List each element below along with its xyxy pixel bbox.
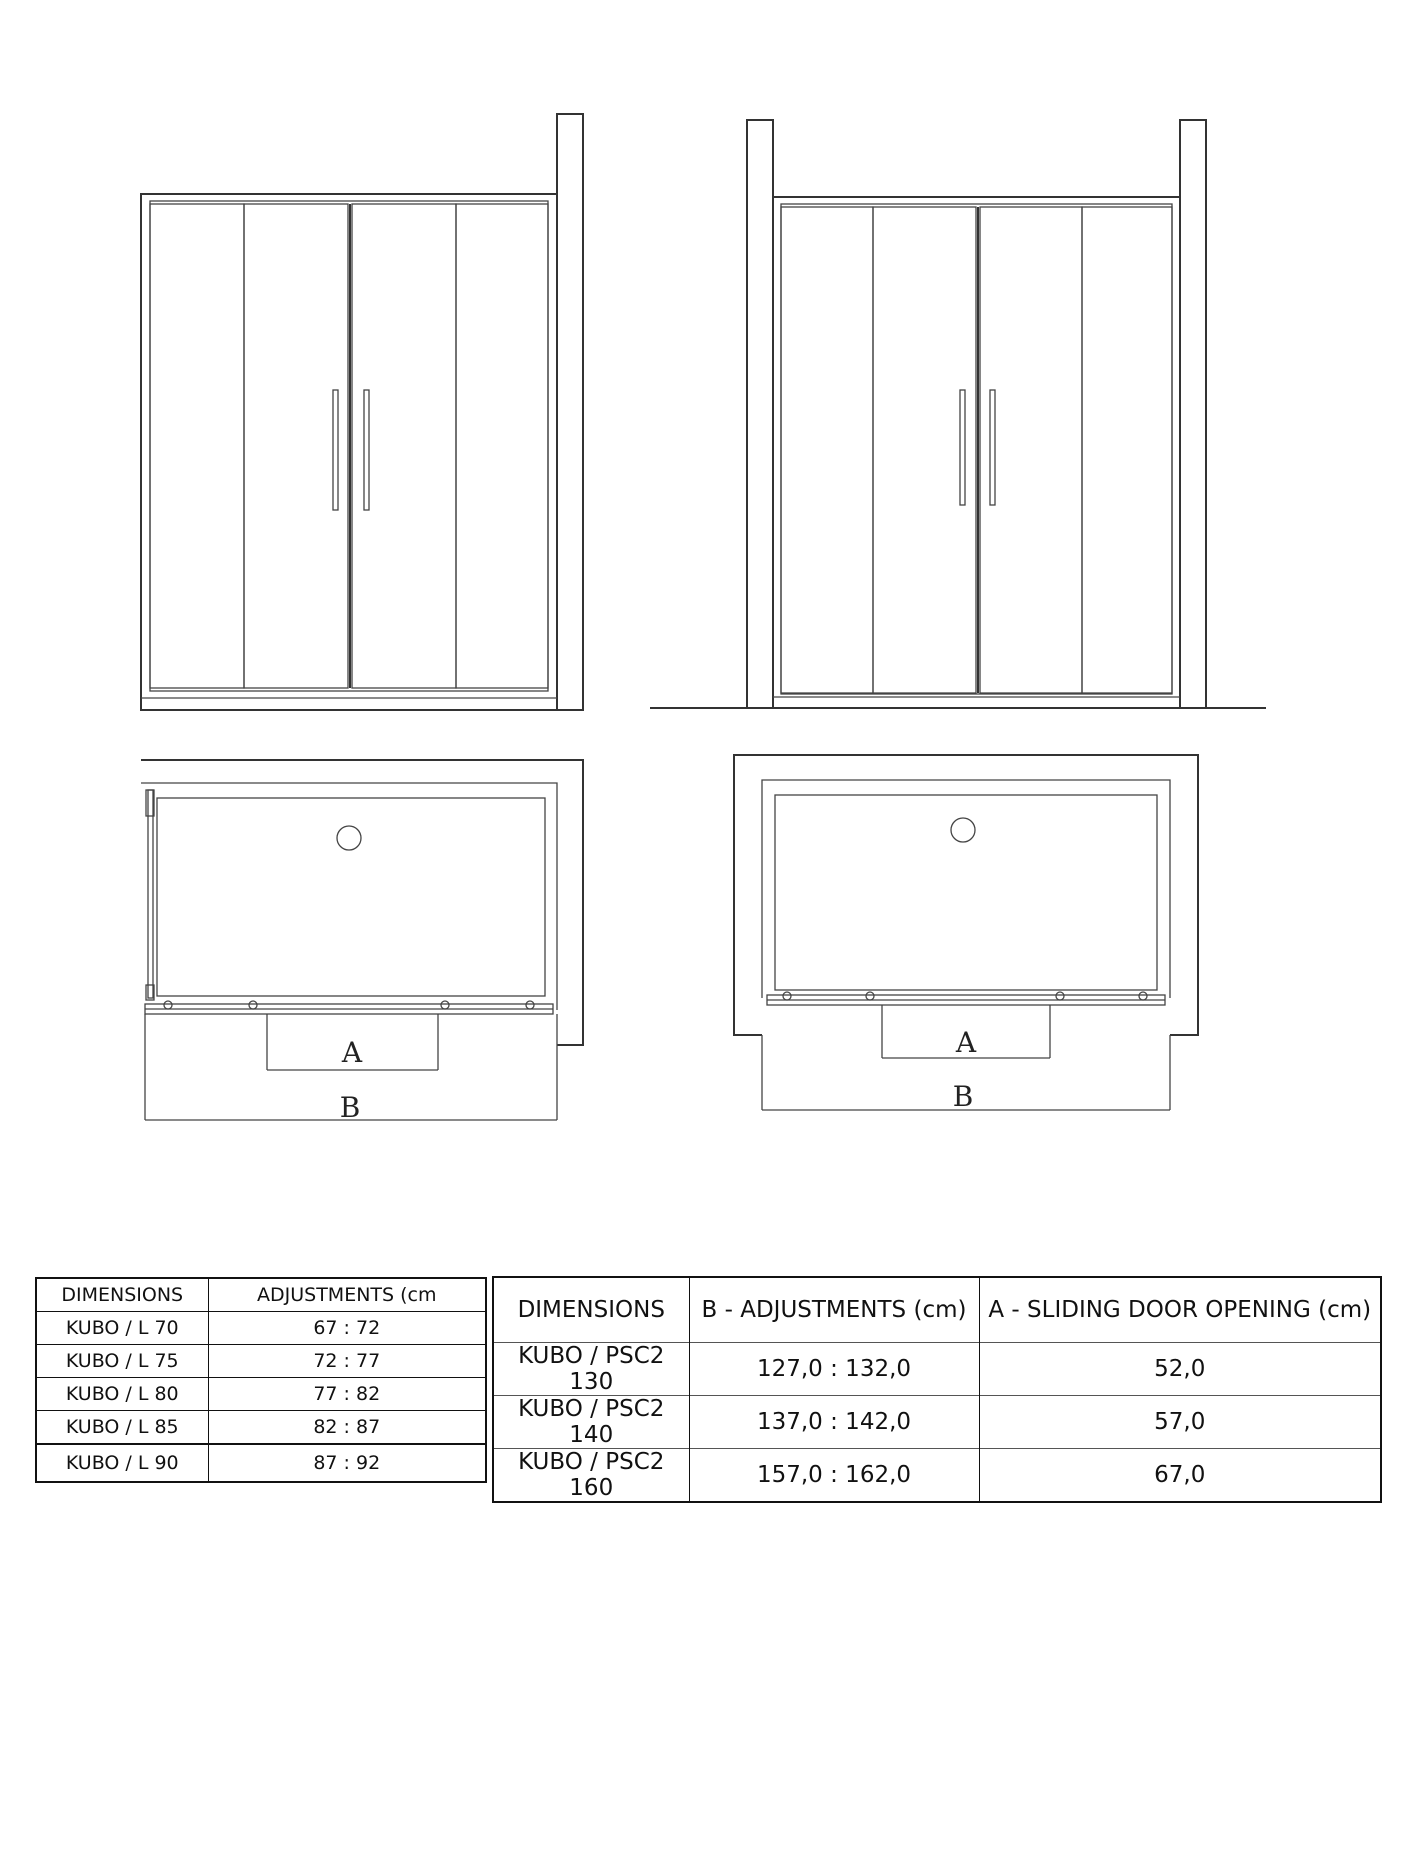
header-b-adjustments: B - ADJUSTMENTS (cm) (689, 1277, 979, 1343)
right-handle-1 (960, 390, 965, 505)
table-row (493, 1449, 1381, 1503)
table-header-row (493, 1277, 1381, 1343)
left-shower-tray (157, 798, 545, 996)
header-adjustments: ADJUSTMENTS (cm (208, 1278, 486, 1312)
right-panel-4 (1082, 207, 1172, 693)
adjustment-cell: 82 : 87 (208, 1411, 486, 1445)
left-panel-4 (456, 204, 548, 688)
opening-cell: 57,0 (979, 1396, 1381, 1449)
right-handle-2 (990, 390, 995, 505)
left-panel-1 (150, 204, 244, 688)
table-row (36, 1378, 486, 1411)
opening-cell: 52,0 (979, 1343, 1381, 1396)
right-panel-1 (781, 207, 873, 693)
adjustment-cell: 87 : 92 (208, 1444, 486, 1482)
header-a-sliding-door-opening: A - SLIDING DOOR OPENING (cm) (988, 1297, 1372, 1323)
adjustment-cell: 67 : 72 (208, 1312, 486, 1345)
dimension-b-label-right: B (952, 1080, 974, 1113)
left-handle-2 (364, 390, 369, 510)
right-drain-icon (951, 818, 975, 842)
dimensions-table-psc2 (492, 1276, 1382, 1503)
right-shower-tray (775, 795, 1157, 990)
opening-cell: 67,0 (979, 1449, 1381, 1503)
model-cell: KUBO / L 75 (36, 1345, 208, 1378)
adjustment-cell: 72 : 77 (208, 1345, 486, 1378)
model-cell: KUBO / L 80 (36, 1378, 208, 1411)
right-plan-view (734, 755, 1198, 1113)
table-row (493, 1396, 1381, 1449)
left-handle-1 (333, 390, 338, 510)
model-cell: KUBO / PSC2 130 (493, 1343, 689, 1396)
dimension-b-label-left: B (339, 1091, 361, 1124)
adjustment-cell: 137,0 : 142,0 (689, 1396, 979, 1449)
model-cell: KUBO / L 90 (36, 1444, 208, 1482)
left-plan-view (141, 760, 583, 1124)
table-header-row (36, 1278, 486, 1312)
left-drain-icon (337, 826, 361, 850)
left-front-elevation (141, 114, 583, 710)
table-row (36, 1312, 486, 1345)
left-panel-3 (352, 204, 456, 688)
right-wall-post-right (1180, 120, 1206, 708)
header-dimensions: DIMENSIONS (36, 1278, 208, 1312)
adjustment-cell: 127,0 : 132,0 (689, 1343, 979, 1396)
table-row (493, 1343, 1381, 1396)
right-front-elevation (650, 120, 1266, 708)
right-wall-post-left (747, 120, 773, 708)
dimension-a-label-left: A (341, 1036, 363, 1069)
model-cell: KUBO / PSC2 140 (493, 1396, 689, 1449)
table-row (36, 1444, 486, 1482)
adjustment-cell: 157,0 : 162,0 (689, 1449, 979, 1503)
header-dimensions: DIMENSIONS (493, 1277, 689, 1343)
model-cell: KUBO / PSC2 160 (493, 1449, 689, 1503)
table-row (36, 1411, 486, 1445)
model-cell: KUBO / L 70 (36, 1312, 208, 1345)
dimension-a-label-right: A (955, 1026, 977, 1059)
adjustment-cell: 77 : 82 (208, 1378, 486, 1411)
left-wall-post (557, 114, 583, 710)
model-cell: KUBO / L 85 (36, 1411, 208, 1445)
dimensions-table-l (35, 1277, 487, 1483)
table-row (36, 1345, 486, 1378)
